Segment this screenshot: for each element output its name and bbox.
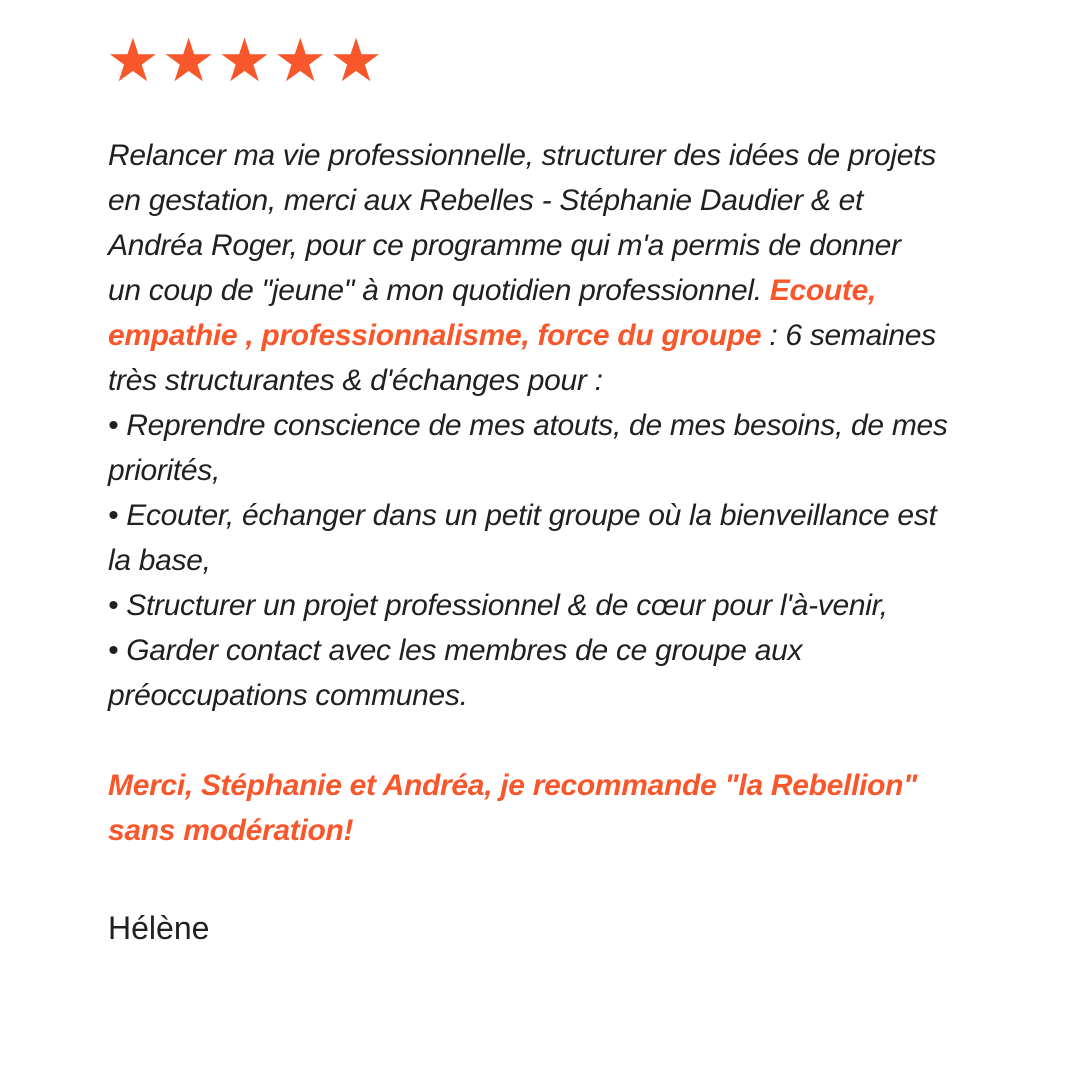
review-run: préoccupations communes. [108, 679, 468, 712]
review-run: : 6 semaines [761, 319, 936, 352]
review-line [108, 673, 1008, 718]
review-line [108, 448, 1008, 493]
review-line [108, 313, 1008, 358]
review-run: très structurantes & d'échanges pour : [108, 364, 603, 397]
review-line [108, 718, 1008, 763]
review-run: Relancer ma vie professionnelle, structurer des idées de projets [108, 139, 936, 172]
review-line [108, 133, 1008, 178]
review-text [108, 133, 1008, 853]
review-line [108, 403, 1008, 448]
review-line [108, 268, 1008, 313]
review-run: • Structurer un projet professionnel & de cœur pour l'à-venir, [108, 589, 888, 622]
review-line [108, 808, 1008, 853]
highlighted-text: empathie , professionnalisme, force du groupe [108, 319, 762, 352]
review-line [108, 763, 1008, 808]
review-line [108, 493, 1008, 538]
review-run: • Reprendre conscience de mes atouts, de mes besoins, de mes [108, 409, 948, 442]
highlighted-text: Ecoute, [769, 274, 877, 307]
highlighted-text: sans modération! [108, 814, 354, 847]
highlighted-text: Merci, Stéphanie et Andréa, je recommande "la Rebellion" [108, 769, 918, 802]
review-line [108, 223, 1008, 268]
review-run: Andréa Roger, pour ce programme qui m'a permis de donner [108, 229, 901, 262]
review-run: priorités, [108, 454, 221, 487]
review-line [108, 628, 1008, 673]
review-line [108, 538, 1008, 583]
signature: Hélène [108, 910, 210, 946]
review-run: • Garder contact avec les membres de ce groupe aux [108, 634, 803, 667]
review-run: en gestation, merci aux Rebelles - Stéphanie Daudier & et [108, 184, 864, 217]
review-line [108, 178, 1008, 223]
review-line [108, 583, 1008, 628]
review-run: • Ecouter, échanger dans un petit groupe où la bienveillance est [108, 499, 937, 532]
review-line [108, 358, 1008, 403]
review-run: un coup de "jeune" à mon quotidien professionnel. [108, 274, 770, 307]
star-rating: ★★★★★ [106, 26, 385, 96]
review-run: la base, [108, 544, 211, 577]
